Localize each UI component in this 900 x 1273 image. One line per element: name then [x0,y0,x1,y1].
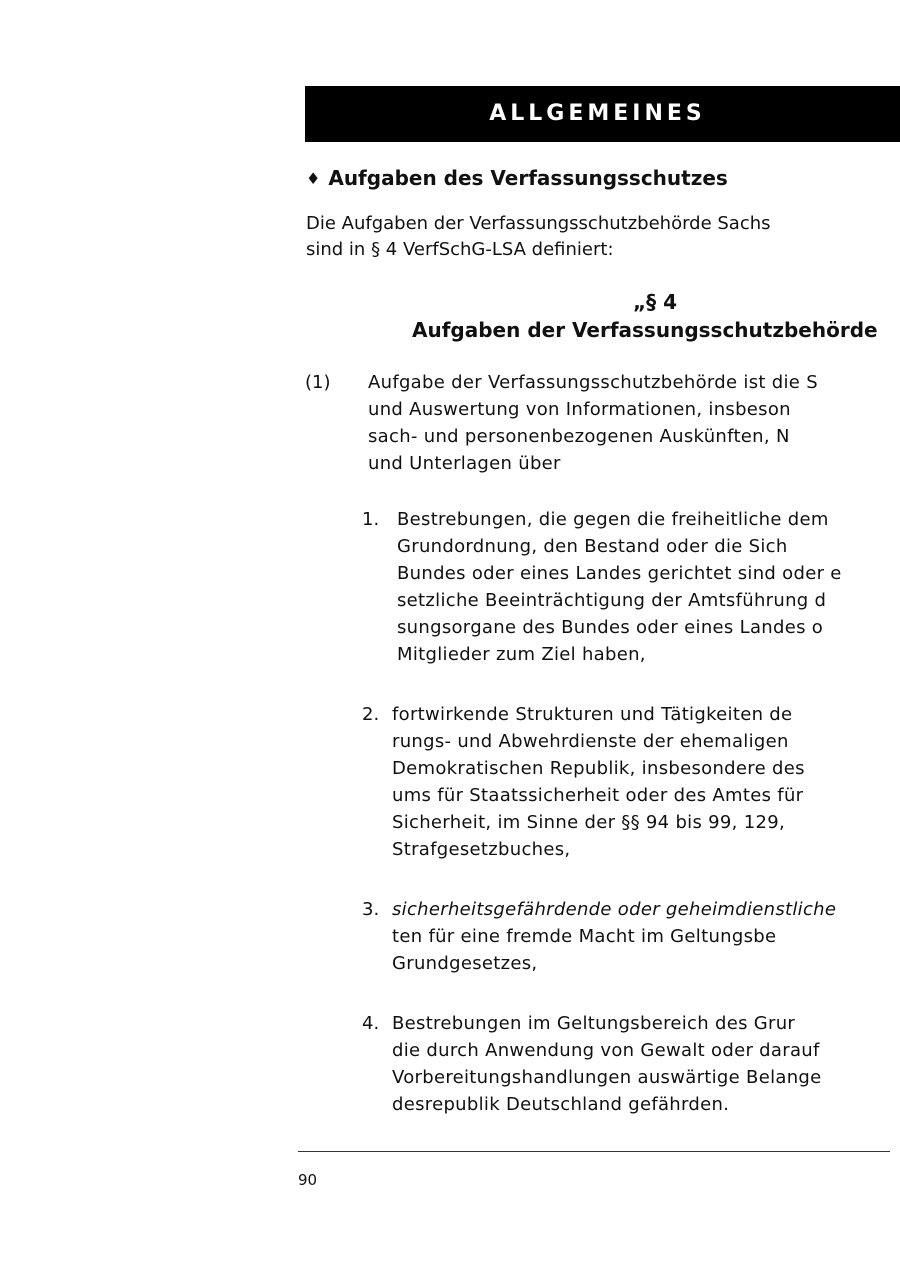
list-item-line: Sicherheit, im Sinne der §§ 94 bis 99, 129, [392,812,785,833]
list-item-line: sicherheitsgefährdende oder geheimdienstliche [392,899,837,920]
list-item-line: Bestrebungen, die gegen die freiheitliche dem [397,509,829,530]
paragraph-number: (1) [305,372,331,393]
list-item-line: rungs- und Abwehrdienste der ehemaligen [392,731,789,752]
footer-divider [298,1151,890,1152]
list-item-line: Bestrebungen im Geltungsbereich des Grur [392,1013,796,1034]
list-item-line: ten für eine fremde Macht im Geltungsbe [392,926,777,947]
list-item-number: 1. [362,509,380,530]
list-item-line: desrepublik Deutschland gefährden. [392,1094,730,1115]
list-item-line: Demokratischen Republik, insbesondere des [392,758,805,779]
list-item-line: fortwirkende Strukturen und Tätigkeiten de [392,704,793,725]
paragraph-title: Aufgaben der Verfassungsschutzbehörde [412,318,878,342]
section-heading [306,166,728,190]
list-item-number: 2. [362,704,380,725]
paragraph-symbol: „§ 4 [633,290,678,314]
list-item-line: Strafgesetzbuches, [392,839,571,860]
list-item-line: die durch Anwendung von Gewalt oder darauf [392,1040,820,1061]
list-item-line: ums für Staatssicherheit oder des Amtes für [392,785,804,806]
paragraph-line: und Unterlagen über [368,453,561,474]
diamond-bullet-icon: ♦ [306,169,321,188]
paragraph-line: Aufgabe der Verfassungsschutzbehörde ist die S [368,372,818,393]
section-heading-text: Aufgaben des Verfassungsschutzes [328,166,728,190]
list-item-line: sungsorgane des Bundes oder eines Landes o [397,617,824,638]
list-item-line: Bundes oder eines Landes gerichtet sind oder e [397,563,842,584]
header-title: ALLGEMEINES [489,101,706,126]
header-band [305,86,900,142]
intro-line: Die Aufgaben der Verfassungsschutzbehörde Sachs [306,213,771,234]
list-item-line: setzliche Beeinträchtigung der Amtsführung d [397,590,827,611]
list-item-line: Vorbereitungshandlungen auswärtige Belange [392,1067,822,1088]
page-number: 90 [298,1171,318,1189]
paragraph-line: sach- und personenbezogenen Auskünften, N [368,426,790,447]
list-item-line: Grundgesetzes, [392,953,538,974]
intro-line: sind in § 4 VerfSchG-LSA definiert: [306,239,614,260]
paragraph-line: und Auswertung von Informationen, insbeson [368,399,791,420]
list-item-line: Mitglieder zum Ziel haben, [397,644,646,665]
list-item-number: 3. [362,899,380,920]
list-item-line: Grundordnung, den Bestand oder die Sich [397,536,788,557]
list-item-number: 4. [362,1013,380,1034]
